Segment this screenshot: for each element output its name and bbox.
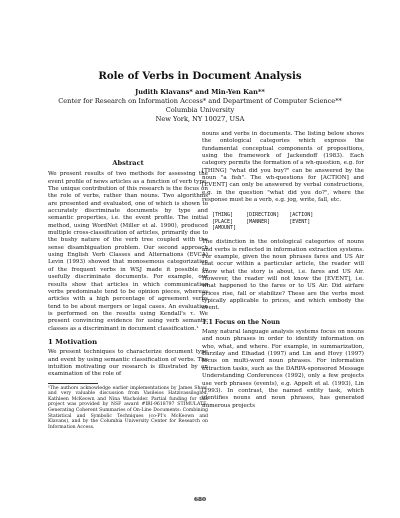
right-column [202,131,364,410]
right-paragraph-2: The distinction in the ontological categories of nouns and verbs is reflected in information extraction systems. For example, given the noun phrases fares and US Air that occur within a particular article, the reader will know what the story is about, i.e. fares and US Air. However, the reader will not know the [EVENT], i.e. what happened to the fares or to US Air. Did airfare prices rise, fall or stabilize? These are the verbs most typically applicable to prices, and which embody the event. [202,239,364,312]
affiliation-line-2: Columbia University [165,106,235,114]
footnote: ¹The authors acknowledge earlier implementations by James Shaw, and very valuable discussion from Vasileios Hatzivassiloglou, Kathleen McKeown and Nina Wacholder. Partial funding for this project was provided by NSF award #IRI-9618797 STIMULATE: Generating Coherent Summaries of On-Line Documents: Combining Statistical and Symbolic Techniques (co-PI's McKeown and Klavans), and by the Columbia University Center for Research on Information Access. [48,385,208,430]
section-1-heading: 1 Motivation [48,337,98,346]
author-names: Judith Klavans* and Min-Yen Kan** [135,88,265,96]
category-column-1: [THING] [PLACE] [AMOUNT] [212,212,237,232]
left-column [48,160,208,430]
affiliation-line-3: New York, NY 10027, USA [155,115,245,123]
right-paragraph-3: Many natural language analysis systems focus on nouns and noun phrases in order to identify information on who, what, and where. For example, in summarization, Barzilay and Elhadad (1997) and Lin and Hovy (1997) focus on multi-word noun phrases. For information extraction tasks, such as the DARPA-sponsored Message Understanding Conferences (1992), only a few projects use verb phrases (events), e.g. Appelt et al. (1993), Lin (1993). In contrast, the named entity task, which identifies nouns and noun phrases, has generated numerous projects [202,329,364,409]
paper-title: Role of Verbs in Document Analysis [98,70,302,82]
right-paragraph-1: nouns and verbs in documents. The listing below shows the ontological categories which express the fundamental conceptual components of propositions, using the framework of Jackendoff (1983). Each category permits the formation of a wh-question, e.g. for [THING] "what did you buy?" can be answered by the noun "a fish". The wh-questions for [ACTION] and [EVENT] can only be answered by verbal constructions, e.g. in the question "what did you do?", where the response must be a verb, e.g. jog, write, fall, etc. [202,131,364,204]
abstract-text: We present results of two methods for assessing the event profile of news articles as a function of verb type. The unique contribution of this research is the focus on the role of verbs, rather than nouns. Two algorithms are presented and evaluated, one of which is shown to accurately discriminate documents by type and semantic properties, i.e. the event profile. The initial method, using WordNet (Miller et al. 1990), produced multiple cross-classification of articles, primarily due to the bushy nature of the verb tree coupled with the sense disambiguation problem. Our second approach using English Verb Classes and Alternations (EVCA) Levin (1993) showed that monosemous categorization of the frequent verbs in WSJ made it possible to usefully discriminate documents. For example, our results show that articles in which communication verbs predominate tend to be opinion pieces, whereas articles with a high percentage of agreement verbs tend to be about mergers or legal cases. An evaluation is performed on the results using Kendall's τ. We present convincing evidence for using verb semantic classes as a discriminant in document classification.¹ [48,171,208,332]
category-column-3: [ACTION] [EVENT] [289,212,314,225]
author-block [0,88,400,124]
footnote-rule [48,383,98,384]
affiliation-line-1: Center for Research on Information Access* and Department of Computer Science** [58,97,342,105]
abstract-heading: Abstract [112,159,144,167]
section-1-text: We present techniques to characterize document type and event by using semantic classification of verbs. The intuition motivating our research is illustrated by an examination of the role of [48,349,208,378]
subsection-heading: 1.1 Focus on the Noun [202,318,281,326]
page-number: 680 [193,497,207,503]
category-column-2: [DIRECTION] [MANNER] [246,212,280,225]
ontological-categories [212,212,364,231]
